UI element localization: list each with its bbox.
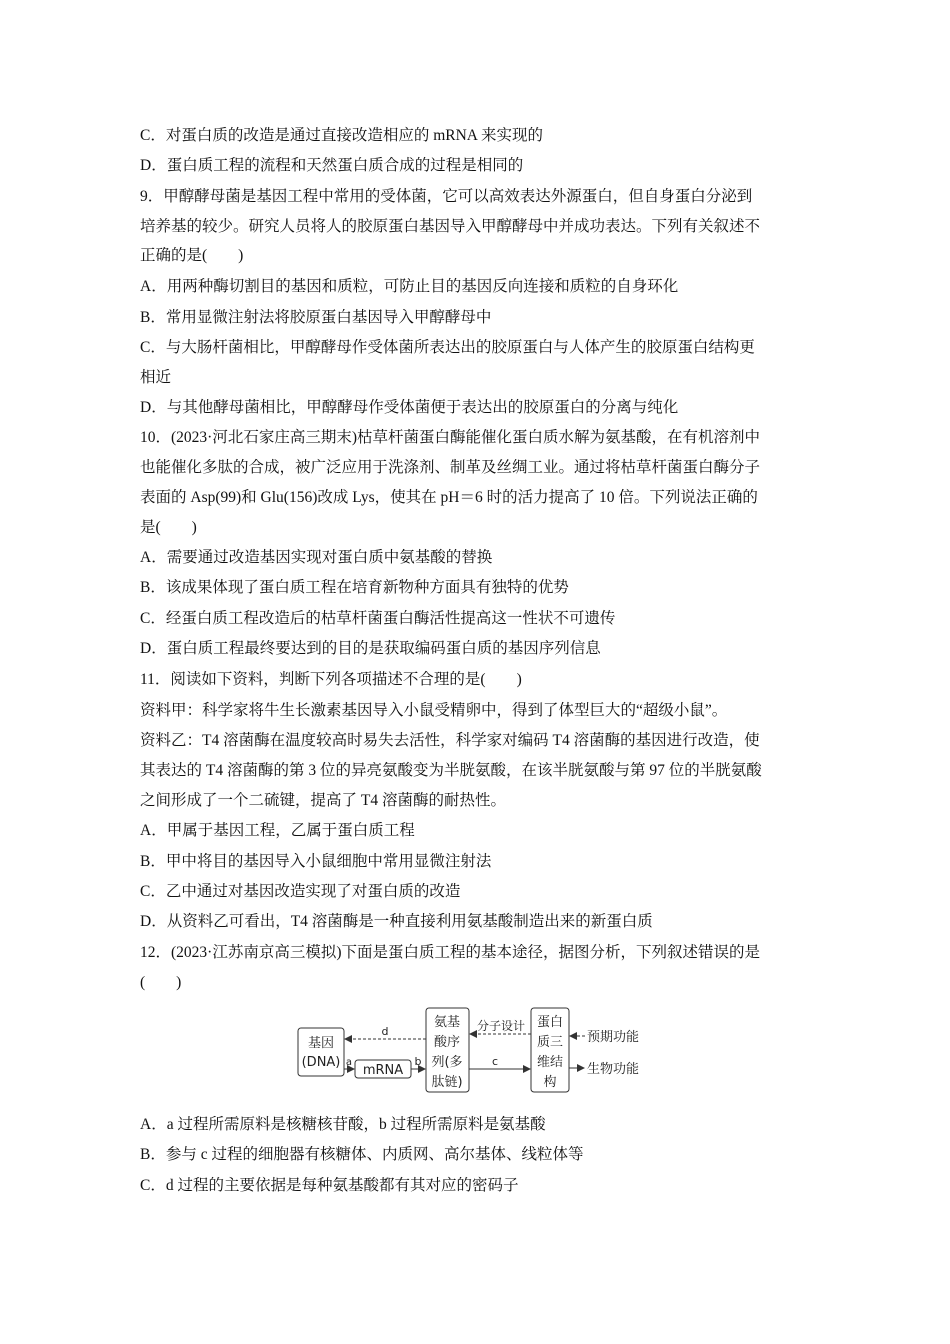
option-12c: C．d 过程的主要依据是每种氨基酸都有其对应的密码子: [140, 1177, 519, 1194]
option-9d: D．与其他酵母菌相比，甲醇酵母作受体菌便于表达出的胶原蛋白的分离与纯化: [140, 399, 679, 416]
structure-line-4: 构: [543, 1075, 557, 1090]
label-d: d: [381, 1025, 389, 1038]
label-c: c: [491, 1055, 499, 1068]
protein-engineering-diagram: [295, 1004, 655, 1100]
option-10b: B．该成果体现了蛋白质工程在培育新物种方面具有独特的优势: [140, 579, 569, 596]
option-10d: D．蛋白质工程最终要达到的目的是获取编码蛋白质的基因序列信息: [140, 640, 601, 657]
option-8d: D．蛋白质工程的流程和天然蛋白质合成的过程是相同的: [140, 157, 524, 174]
dna-label: (DNA): [301, 1055, 341, 1070]
option-9c-line-1: C．与大肠杆菌相比，甲醇酵母作受体菌所表达出的胶原蛋白与人体产生的胶原蛋白结构更: [140, 339, 755, 356]
diagram-svg: [295, 1004, 655, 1100]
option-9c-line-2: 相近: [140, 369, 172, 386]
amino-line-3: 列(多: [431, 1055, 463, 1070]
question-10-line-4: 是( ): [140, 519, 197, 536]
option-10a: A．需要通过改造基因实现对蛋白质中氨基酸的替换: [140, 549, 493, 566]
option-9a: A．用两种酶切割目的基因和质粒，可防止目的基因反向连接和质粒的自身环化: [140, 278, 679, 295]
question-10-line-1: 10．(2023·河北石家庄高三期末)枯草杆菌蛋白酶能催化蛋白质水解为氨基酸，在有机溶剂中: [140, 429, 760, 446]
material-jia: 资料甲：科学家将牛生长激素基因导入小鼠受精卵中，得到了体型巨大的“超级小鼠”。: [140, 702, 728, 719]
gene-label: 基因: [307, 1036, 335, 1051]
option-11d: D．从资料乙可看出，T4 溶菌酶是一种直接利用氨基酸制造出来的新蛋白质: [140, 913, 653, 930]
amino-line-2: 酸序: [433, 1035, 461, 1050]
label-expected-function: 预期功能: [587, 1030, 640, 1045]
amino-line-4: 肽链): [431, 1075, 463, 1090]
material-yi-line-3: 之间形成了一个二硫键，提高了 T4 溶菌酶的耐热性。: [140, 792, 506, 809]
label-biological-function: 生物功能: [587, 1062, 640, 1077]
question-12-line-2: ( ): [140, 974, 182, 991]
question-9-line-1: 9．甲醇酵母菌是基因工程中常用的受体菌，它可以高效表达外源蛋白，但自身蛋白分泌到: [140, 188, 753, 205]
option-12b: B．参与 c 过程的细胞器有核糖体、内质网、高尔基体、线粒体等: [140, 1146, 584, 1163]
structure-line-3: 维结: [536, 1055, 564, 1070]
question-10-line-3: 表面的 Asp(99)和 Glu(156)改成 Lys，使其在 pH＝6 时的活力提高了 10 倍。下列说法正确的: [140, 489, 758, 506]
label-a: a: [345, 1057, 353, 1068]
label-molecular-design: 分子设计: [476, 1019, 526, 1033]
option-9b: B．常用显微注射法将胶原蛋白基因导入甲醇酵母中: [140, 309, 492, 326]
question-11: 11．阅读如下资料，判断下列各项描述不合理的是( ): [140, 671, 522, 688]
option-11b: B．甲中将目的基因导入小鼠细胞中常用显微注射法: [140, 853, 492, 870]
structure-line-2: 质三: [536, 1035, 564, 1050]
option-11a: A．甲属于基因工程，乙属于蛋白质工程: [140, 822, 415, 839]
option-10c: C．经蛋白质工程改造后的枯草杆菌蛋白酶活性提高这一性状不可遗传: [140, 610, 616, 627]
label-b: b: [414, 1055, 422, 1068]
amino-line-1: 氨基: [433, 1015, 461, 1030]
structure-line-1: 蛋白: [536, 1015, 564, 1030]
material-yi-line-1: 资料乙：T4 溶菌酶在温度较高时易失去活性，科学家对编码 T4 溶菌酶的基因进行改造，使: [140, 732, 760, 749]
question-9-line-2: 培养基的较少。研究人员将人的胶原蛋白基因导入甲醇酵母中并成功表达。下列有关叙述不: [140, 218, 761, 235]
mrna-label: mRNA: [362, 1063, 404, 1078]
material-yi-line-2: 其表达的 T4 溶菌酶的第 3 位的异亮氨酸变为半胱氨酸，在该半胱氨酸与第 97 位的半胱氨酸: [140, 762, 762, 779]
option-11c: C．乙中通过对基因改造实现了对蛋白质的改造: [140, 883, 461, 900]
option-8c: C．对蛋白质的改造是通过直接改造相应的 mRNA 来实现的: [140, 127, 544, 144]
question-10-line-2: 也能催化多肽的合成，被广泛应用于洗涤剂、制革及丝绸工业。通过将枯草杆菌蛋白酶分子: [140, 459, 761, 476]
option-12a: A．a 过程所需原料是核糖核苷酸，b 过程所需原料是氨基酸: [140, 1116, 546, 1133]
question-12-line-1: 12．(2023·江苏南京高三模拟)下面是蛋白质工程的基本途径，据图分析，下列叙述错误的是: [140, 944, 760, 961]
question-9-line-3: 正确的是( ): [140, 247, 244, 264]
